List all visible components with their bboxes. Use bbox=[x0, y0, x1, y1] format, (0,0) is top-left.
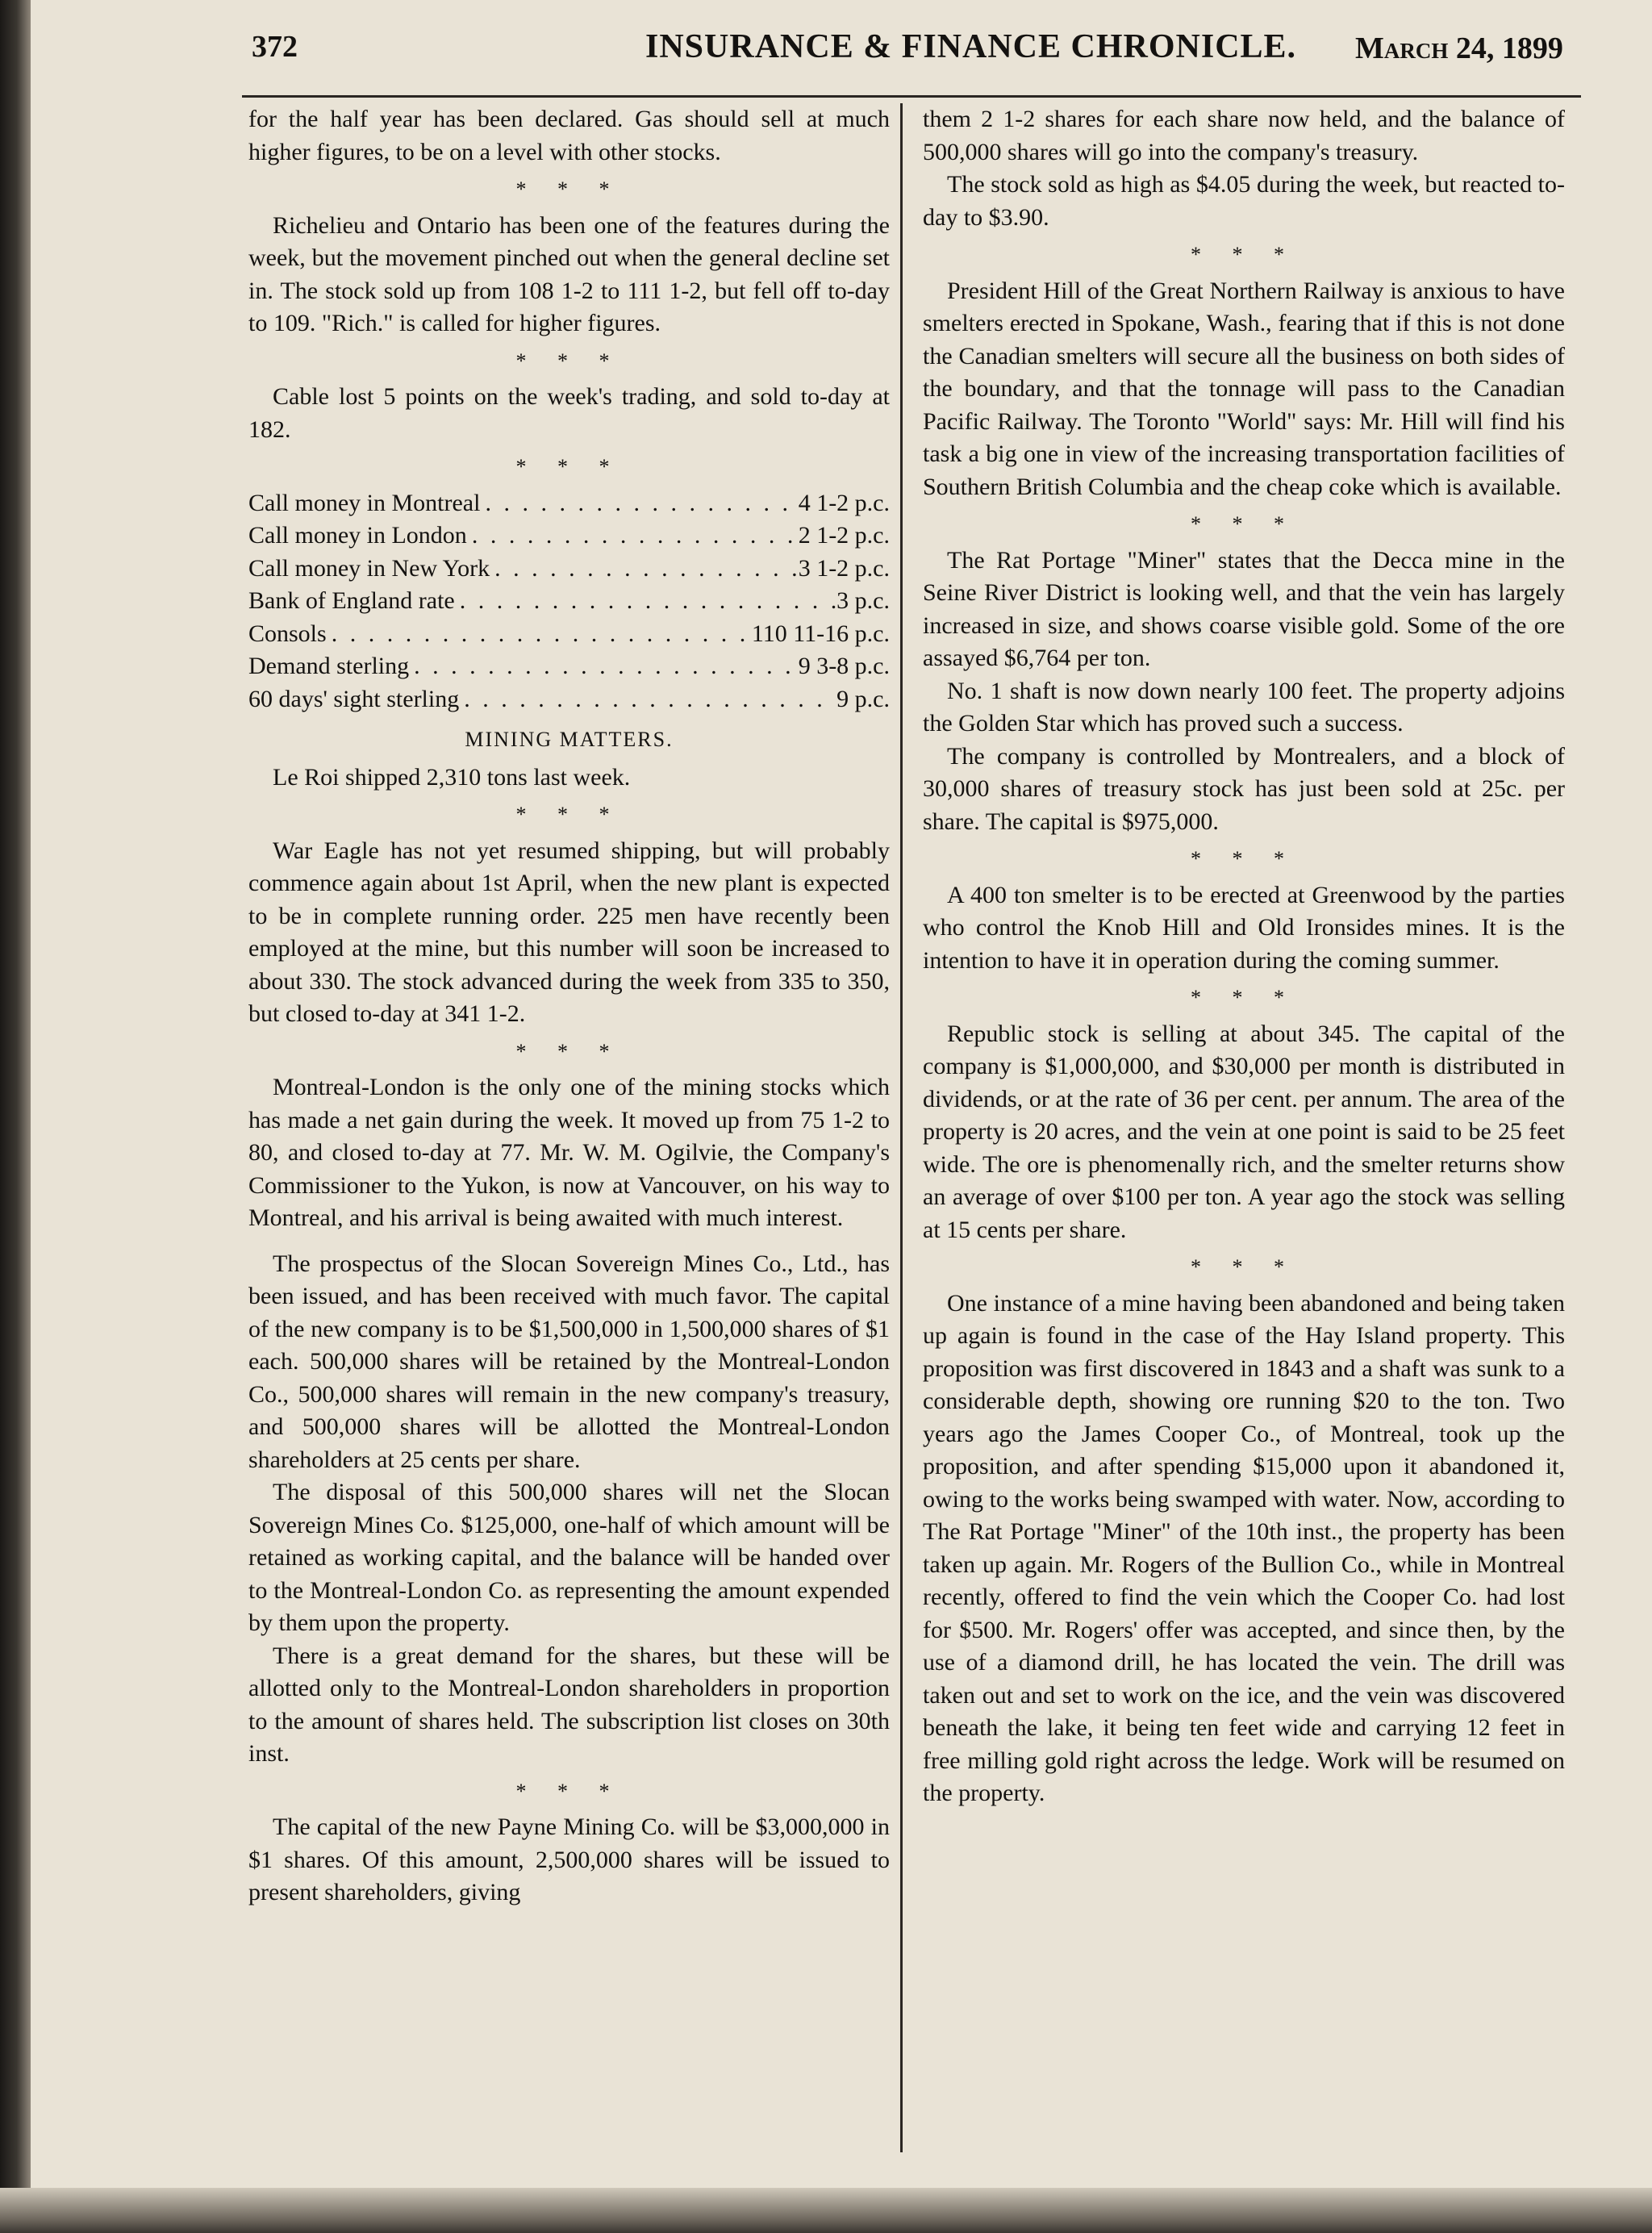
rate-row bbox=[248, 650, 890, 683]
rate-value: 110 11-16 p.c. bbox=[751, 620, 890, 647]
right-column bbox=[923, 103, 1565, 1810]
paragraph-share-demand: There is a great demand for the shares, but these will be allotted only to the Montreal-London shareholders in proportion to the amount of shares held. The subscription list closes on 30th inst. bbox=[248, 1642, 890, 1767]
rate-row bbox=[248, 585, 890, 618]
section-separator: * * * bbox=[515, 1039, 623, 1063]
section-separator: * * * bbox=[1191, 243, 1297, 266]
leader-dots bbox=[409, 650, 799, 683]
money-rates-table bbox=[248, 487, 890, 716]
paragraph-decca: The Rat Portage "Miner" states that the Decca mine in the Seine River District is looking well, and that the vein has largely increased in size, and shows coarse visible gold. Some of the ore assayed $6,764 per ton. bbox=[923, 546, 1565, 671]
rate-label: Call money in Montreal bbox=[248, 489, 481, 516]
leader-dots bbox=[327, 618, 752, 651]
rate-value: 4 1-2 p.c. bbox=[798, 489, 890, 516]
section-separator: * * * bbox=[515, 349, 623, 373]
paragraph-payne-continued: them 2 1-2 shares for each share now held, and the balance of 500,000 shares will go into the company's treasury. bbox=[923, 106, 1565, 165]
rate-value: 9 3-8 p.c. bbox=[798, 653, 890, 679]
book-binding-edge bbox=[0, 0, 31, 2233]
rate-row bbox=[248, 683, 890, 716]
leader-dots bbox=[455, 585, 836, 618]
issue-date: March 24, 1899 bbox=[1355, 31, 1563, 65]
paragraph-payne-stock: The stock sold as high as $4.05 during the week, but reacted to-day to $3.90. bbox=[923, 171, 1565, 231]
section-separator: * * * bbox=[515, 177, 623, 201]
leader-dots bbox=[490, 553, 799, 586]
paragraph-hill: President Hill of the Great Northern Railway is anxious to have smelters erected in Spokane, Wash., fearing that if this is not done the Canadian smelters will secure all the business on both sides of the boundary, and that the tonnage will pass to the Canadian Pacific Railway. The Toronto "World" says: Mr. Hill will find his task a big one in view of the increasing transportation facilities of Southern British Columbia and the cheap coke which is available. bbox=[923, 277, 1565, 500]
paragraph-smelter: A 400 ton smelter is to be erected at Greenwood by the parties who control the Knob Hill and Old Ironsides mines. It is the intention to have it in operation during the coming summer. bbox=[923, 881, 1565, 974]
rate-row bbox=[248, 520, 890, 553]
paragraph-payne: The capital of the new Payne Mining Co. will be $3,000,000 in $1 shares. Of this amount, 2,500,000 shares will be issued to present shareholders, giving bbox=[248, 1814, 890, 1905]
rate-value: 2 1-2 p.c. bbox=[798, 522, 890, 549]
leader-dots bbox=[467, 520, 799, 553]
rate-row bbox=[248, 487, 890, 520]
section-separator: * * * bbox=[1191, 1255, 1297, 1279]
paragraph-slocan-disposal: The disposal of this 500,000 shares will net the Slocan Sovereign Mines Co. $125,000, one-half of which amount will be retained as working capital, and the balance will be handed over to the Montreal-London Co. as representing the amount expended by them upon the property. bbox=[248, 1479, 890, 1636]
page-header bbox=[242, 23, 1581, 98]
rate-label: 60 days' sight sterling bbox=[248, 685, 460, 712]
paragraph-republic: Republic stock is selling at about 345. The capital of the company is $1,000,000, and $30,000 per month is distributed in dividends, or at the rate of 36 per cent. per annum. The area of the property is 20 acres, and the vein at one point is said to be 25 feet wide. The ore is phenomenally rich, and the smelter returns show an average of over $100 per ton. A year ago the stock was selling at 15 cents per share. bbox=[923, 1020, 1565, 1243]
left-column bbox=[248, 103, 890, 1910]
paragraph-le-roi: Le Roi shipped 2,310 tons last week. bbox=[273, 763, 631, 791]
page-number: 372 bbox=[252, 30, 298, 64]
section-separator: * * * bbox=[515, 455, 623, 478]
section-separator: * * * bbox=[1191, 986, 1297, 1009]
paragraph-shaft: No. 1 shaft is now down nearly 100 feet. The property adjoins the Golden Star which has proved such a success. bbox=[923, 677, 1565, 737]
rate-label: Call money in New York bbox=[248, 554, 490, 582]
paragraph-hay-island: One instance of a mine having been abandoned and being taken up again is found in the case of the Hay Island property. This proposition was first discovered in 1843 and a shaft was sunk to a considerable depth, showing ore running $20 to the ton. Two years ago the James Cooper Co., of Montreal, took up the proposition, and after spending $15,000 upon it abandoned it, owing to the works being swamped with water. Now, according to The Rat Portage "Miner" of the 10th inst., the property has been taken up again. Mr. Rogers of the Bullion Co., while in Montreal recently, offered to find the vein which the Cooper Co. had lost for $500. Mr. Rogers' offer was accepted, and since then, by the use of a diamond drill, he has located the vein. The drill was taken out and set to work on the ice, and the vein was discovered beneath the lake, it being ten feet wide and carrying 12 feet in free milling gold right across the ledge. Work will be resumed on the property. bbox=[923, 1289, 1565, 1806]
rate-value: 9 p.c. bbox=[836, 685, 890, 712]
section-separator: * * * bbox=[515, 803, 623, 826]
rate-label: Demand sterling bbox=[248, 653, 410, 679]
rate-value: 3 p.c. bbox=[836, 587, 890, 614]
journal-title: INSURANCE & FINANCE CHRONICLE. bbox=[645, 28, 1297, 65]
leader-dots bbox=[459, 683, 836, 716]
paragraph-slocan-prospectus: The prospectus of the Slocan Sovereign Mines Co., Ltd., has been issued, and has been received with much favor. The capital of the new company is to be $1,500,000 in 1,500,000 shares of $1 each. 500,000 shares will be retained by the Montreal-London Co., 500,000 shares will remain in the new company's treasury, and 500,000 shares will be allotted the Montreal-London shareholders at 25 cents per share. bbox=[248, 1250, 890, 1473]
paragraph-cable: Cable lost 5 points on the week's trading, and sold to-day at 182. bbox=[248, 383, 890, 443]
section-separator: * * * bbox=[1191, 512, 1297, 536]
rate-label: Bank of England rate bbox=[248, 587, 455, 614]
rate-label: Call money in London bbox=[248, 522, 467, 549]
paragraph-gas: for the half year has been declared. Gas should sell at much higher figures, to be on a level with other stocks. bbox=[248, 106, 890, 165]
rate-label: Consols bbox=[248, 620, 327, 647]
section-separator: * * * bbox=[515, 1779, 623, 1803]
rate-value: 3 1-2 p.c. bbox=[798, 554, 890, 582]
paragraph-company: The company is controlled by Montrealers, and a block of 30,000 shares of treasury stock has just been sold at 25c. per share. The capital is $975,000. bbox=[923, 742, 1565, 835]
paragraph-montreal-london: Montreal-London is the only one of the mining stocks which has made a net gain during the week. It moved up from 75 1-2 to 80, and closed to-day at 77. Mr. W. M. Ogilvie, the Company's Commissioner to the Yukon, is now at Vancouver, on his way to Montreal, and his arrival is being awaited with much interest. bbox=[248, 1074, 890, 1231]
section-heading-mining: MINING MATTERS. bbox=[465, 728, 674, 751]
leader-dots bbox=[480, 487, 798, 520]
paragraph-war-eagle: War Eagle has not yet resumed shipping, but will probably commence again about 1st April, when the new plant is expected to be in complete running order. 225 men have recently been employed at the mine, but this number will soon be increased to about 330. The stock advanced during the week from 335 to 350, but closed to-day at 341 1-2. bbox=[248, 837, 890, 1027]
rate-row bbox=[248, 553, 890, 586]
rate-row bbox=[248, 618, 890, 651]
column-divider bbox=[900, 103, 903, 2152]
page-bottom-edge bbox=[0, 2188, 1652, 2233]
paragraph-richelieu: Richelieu and Ontario has been one of the features during the week, but the movement pinched out when the general decline set in. The stock sold up from 108 1-2 to 111 1-2, but fell off to-day to 109. "Rich." is called for higher figures. bbox=[248, 211, 890, 336]
section-separator: * * * bbox=[1191, 847, 1297, 870]
